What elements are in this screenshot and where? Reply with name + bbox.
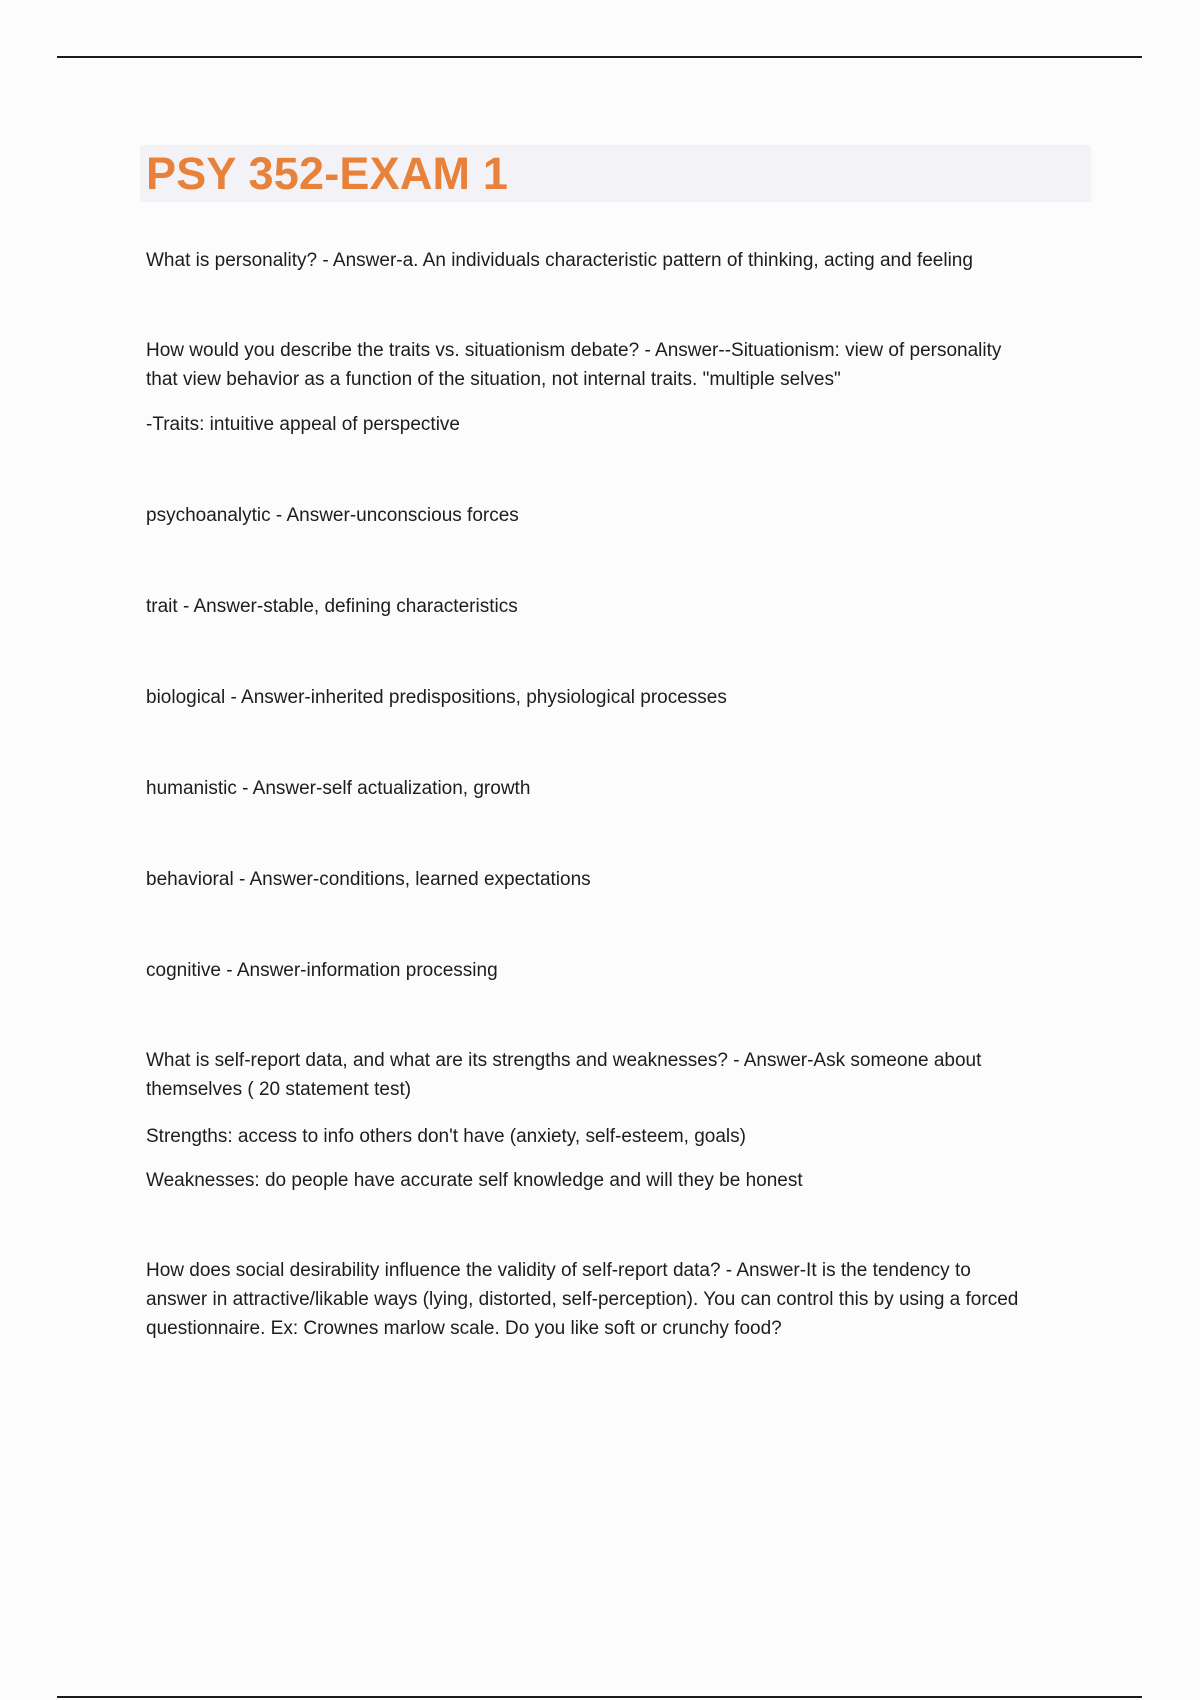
- entry-psychoanalytic: psychoanalytic - Answer-unconscious forces: [146, 505, 519, 526]
- entry-self-report: [146, 1046, 1096, 1104]
- entry-line: How does social desirability influence the validity of self-report data? - Answer-It is the tendency to: [146, 1260, 971, 1281]
- entry-strengths: Strengths: access to info others don't have (anxiety, self-esteem, goals): [146, 1126, 746, 1147]
- entry-cognitive: cognitive - Answer-information processing: [146, 960, 498, 981]
- top-rule: [57, 56, 1142, 58]
- entry-line: that view behavior as a function of the situation, not internal traits. "multiple selves": [146, 369, 841, 390]
- entry-weaknesses: Weaknesses: do people have accurate self knowledge and will they be honest: [146, 1170, 803, 1191]
- entry-line: questionnaire. Ex: Crownes marlow scale. Do you like soft or crunchy food?: [146, 1318, 782, 1339]
- entry-humanistic: humanistic - Answer-self actualization, growth: [146, 778, 531, 799]
- entry-trait: trait - Answer-stable, defining characteristics: [146, 596, 518, 617]
- bottom-rule: [57, 1696, 1142, 1698]
- document-title: PSY 352-EXAM 1: [146, 148, 509, 199]
- entry-behavioral: behavioral - Answer-conditions, learned expectations: [146, 869, 591, 890]
- entry-traits-situationism: [146, 336, 1096, 394]
- entry-line: How would you describe the traits vs. situationism debate? - Answer--Situationism: view of personality: [146, 340, 1002, 361]
- entry-personality: What is personality? - Answer-a. An individuals characteristic pattern of thinking, acting and feeling: [146, 250, 973, 271]
- entry-line: answer in attractive/likable ways (lying, distorted, self-perception). You can control this by using a forced: [146, 1289, 1019, 1310]
- entry-traits-note: -Traits: intuitive appeal of perspective: [146, 414, 461, 435]
- entry-biological: biological - Answer-inherited predispositions, physiological processes: [146, 687, 727, 708]
- entry-line: What is self-report data, and what are its strengths and weaknesses? - Answer-Ask someone about: [146, 1050, 982, 1071]
- entry-social-desirability: [146, 1256, 1096, 1343]
- entry-line: themselves ( 20 statement test): [146, 1079, 412, 1100]
